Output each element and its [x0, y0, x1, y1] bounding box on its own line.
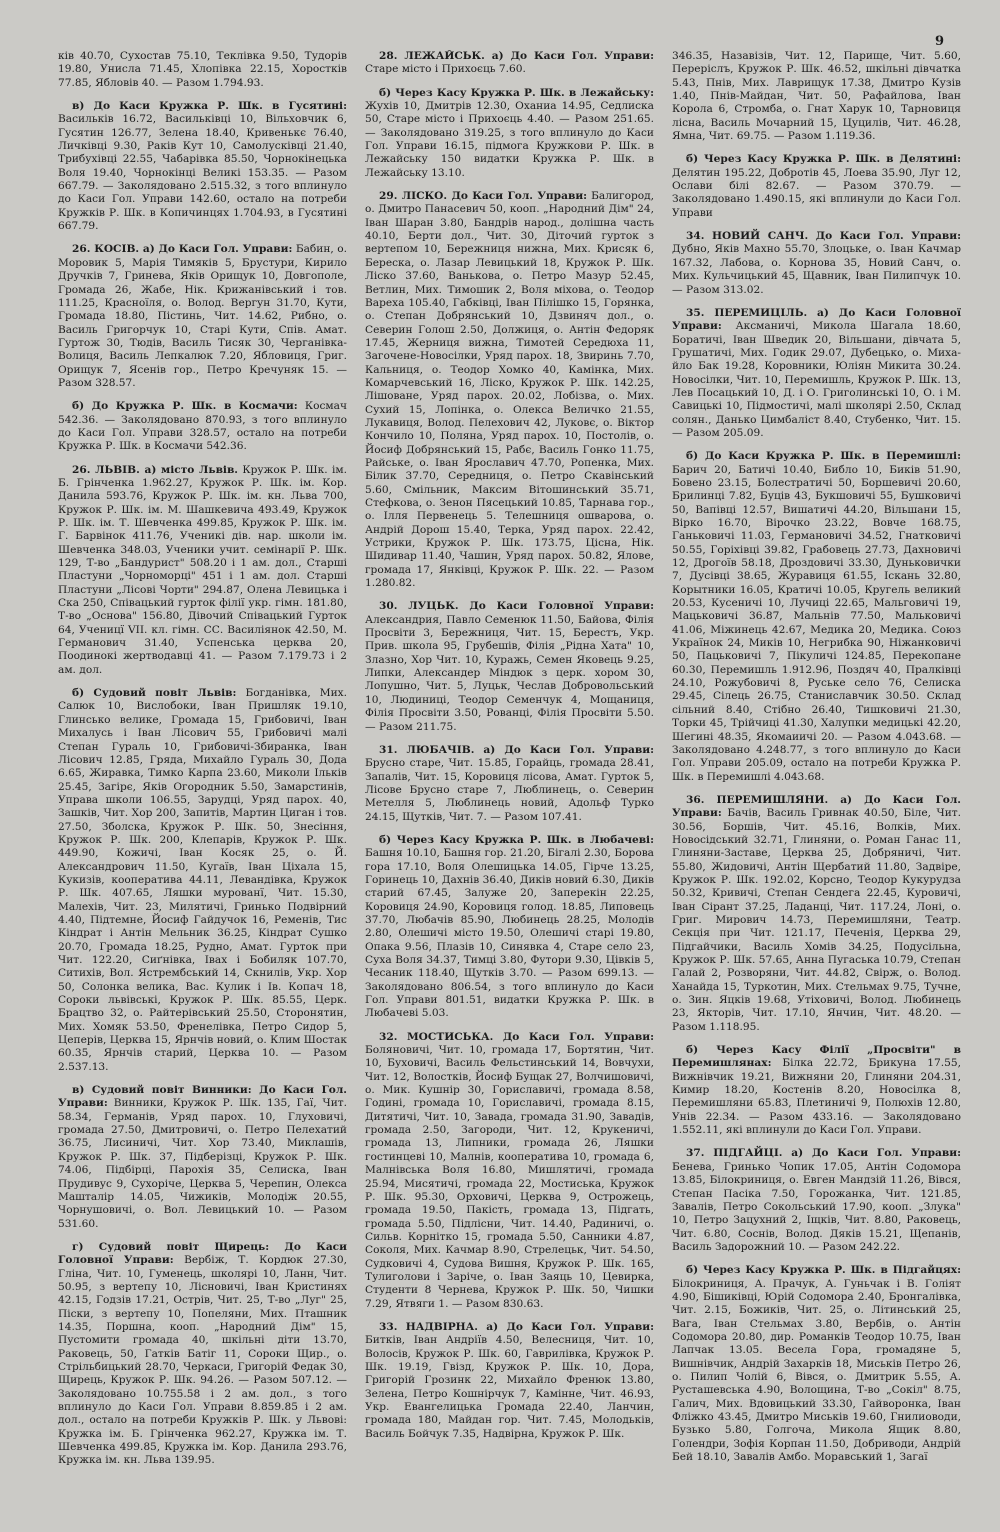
- paragraph-heading: 28. ЛЕЖАЙСЬК. а) До Каси Гол. Управи:: [379, 50, 654, 62]
- paragraph-text: Космач 542.36. — Заколядовано 870.93, з того вплинуло до Каси Гол. Управи 328.57, остало на потреби Кружка Р. Шк. в Космачи 542.36.: [58, 400, 347, 453]
- paragraph: [672, 794, 961, 1034]
- paragraph-heading: б) Через Касу Кружка Р. Шк. в Лежайську:: [379, 86, 654, 99]
- paragraph-heading: б) Через Касу Філії „Просвіти" в Перемишлянах:: [672, 1044, 961, 1070]
- paragraph: [365, 1321, 654, 1441]
- paragraph-heading: б) До Каси Кружка Р. Шк. в Перемишлі:: [686, 450, 961, 463]
- paragraph-heading: б) Судовий повіт Львів:: [72, 687, 237, 700]
- column-3: [672, 50, 961, 1518]
- paragraph: [365, 744, 654, 824]
- paragraph-text: Винники, Кружок Р. Шк. 135, Гаї, Чит. 58.34, Германів, Уряд парох. 10, Глуховичі, громада 27.50, Дмитровичі, о. Петро Пелехатий 36.75, Лисиничі, Чит. Хор 73.40, Миклашів, Кружок Р. Шк. 37, Підберізці, Кружок Р. Шк. 74.06, Підбірці, Парохія 35, Селиска, Іван Прудивус 9, Сухоріче, Церква 5, Черепин, Олекса Машталір 14.05, Чижиків, Молодіж 20.55, Чорнушовичі, о. Вол. Левицький 10. — Разом 531.60.: [58, 1097, 347, 1230]
- paragraph-heading: 35. ПЕРЕМИЦІЛЬ. а) До Каси Головної Управи:: [672, 306, 961, 333]
- column-2: [365, 50, 654, 1518]
- paragraph: [365, 87, 654, 180]
- paragraph: [672, 1147, 961, 1254]
- paragraph-text: Богданівка, Мих. Салюк 10, Вислобоки, Іван Пришляк 19.10, Глинсько велике, Громада 15, Грибовичі, Іван Михалусь і Іван Лісович 55, Грибовичі малі Степан Гураль 10, Грибовичі-Збиранка, Іван Лісович 12.85, Гряда, Михайло Гураль 30, Дода 6.65, Жиравка, Тимко Карпа 23.60, Миколи Ільків 25.45, Загірє, Яків Огородник 5.50, Замарстинів, Управа школи 106.55, Зарудці, Уряд парох. 40, Зашків, Чит. Хор 200, Запитів, Мартин Циган і тов. 27.50, Зболска, Кружок Р. Шк. 50, Знесіння, Кружок Р. Шк. 200, Клепарів, Кружок Р. Шк. 449.90, Кожичі, Іван Косяк 25, о. Й. Александрович 11.50, Кугаїв, Іван Ціхала 15, Кукизів, кооператива 44.11, Левандівка, Кружок Р. Шк. 407.65, Ляшки мурованї, Чит. 15.30, Малехів, Чит. 23, Милятичі, Гринько Подвірний 4.40, Підтемне, Йосиф Гайдучок 16, Ременів, Тис Кіндрат і Антін Мельник 36.25, Кіндрат Сушко 20.70, Громада 18.25, Рудно, Амат. Гурток при Чит. 122.20, Сиґнівка, Івах і Бобиляк 107.70, Ситихів, Вол. Ястрембський 14, Скнилів, Укр. Хор 50, Солонка велика, Вас. Кулик і Ів. Копач 18, Сороки львівські, Кружок Р. Шк. 85.55, Церк. Брацтво 32, о. Райтерівський 25.50, Сторонятин, Мих. Хомяк 53.50, Френелівка, Петро Сидор 5, Цеперів, Церква 15, Ярнчів новий, о. Клим Шостак 60.35, Ярнчів старий, Церква 10. — Разом 2.537.13.: [58, 687, 347, 1073]
- paragraph-text: Дубно, Яків Махно 55.70, Злоцьке, о. Іван Качмар 167.32, Лабова, о. Корнова 35, Новий Санч, о. Мих. Кульчицький 45, Щавник, Іван Пилипчук 10. — Разом 313.02.: [672, 243, 961, 296]
- paragraph-text: 346.35, Назавізів, Чит. 12, Парище, Чит. 5.60, Переріслъ, Кружок Р. Шк. 46.52, шкільні дівчатка 5.43, Пнів, Мих. Лаврищук 17.38, Дмитро Кузів 1.40, Пнів-Майдан, Чит. 50, Рафайлова, Іван Корола 6, Стромба, о. Гнат Харук 10, Тарновиця лісна, Василь Мочарний 15, Цуцилів, Чит. 46.28, Ямна, Чит. 69.75. — Разом 1.119.36.: [672, 50, 961, 143]
- paragraph-text: Балигород, о. Дмитро Панасевич 50, кооп. „Народний Дім" 24, Іван Шаран 3.80, Бандрів народ., долішна часть 40.10, Берти дол., Чит. 30, Діточий гурток з вертепом 10, Бережниця нижна, Мих. Крисяк 6, Береска, о. Лазар Левицький 18, Кружок Р. Шк. Ліско 37.60, Ванькова, о. Петро Мазур 52.45, Ветлин, Мих. Тимошик 2, Воля міхова, о. Теодор Вареха 105.40, Габківці, Іван Пілішко 15, Горянка, о. Степан Добрянський 10, Дзвиняч дол., о. Северин Голош 2.50, Должиця, о. Антін Федоряк 17.45, Жерниця вижна, Тимотей Середюха 11, Загочене-Новосілки, Уряд парох. 18, Звиринь 7.70, Кальниця, о. Теодор Хомко 40, Камінка, Мих. Комарчевський 16, Ліско, Кружок Р. Шк. 142.25, Лішоване, Уряд парох. 20.02, Лобізва, о. Мих. Сухий 15, Лопінка, о. Олекса Величко 21.55, Лукавиця, Волод. Пелехович 42, Луковє, о. Віктор Кончило 10, Поляна, Уряд парох. 10, Постолів, о. Йосиф Добрянський 15, Рабє, Василь Гонко 11.75, Райське, о. Іван Ярославич 47.70, Ропенка, Мих. Білик 37.70, Середниця, о. Петро Скавінський 5.60, Смільник, Максим Вітошинський 35.71, Стефкова, о. Зенон Пясецький 10.85, Тарнава гор., о. Ілля Первенець 5. Телешниця ошварова, о. Андрій Дорош 15.40, Терка, Уряд парох. 22.42, Устрики, Кружок Р. Шк. 173.75, Цісна, Нік. Шидивар 11.40, Чашин, Уряд парох. 50.82, Ялове, громада 17, Янківці, Кружок Р. Шк. 22. — Разом 1.280.82.: [365, 190, 654, 590]
- paragraph: [365, 834, 654, 1021]
- paragraph-text: Александрия, Павло Семенюк 11.50, Байова, Філія Просвіти 3, Бережниця, Чит. 15, Берестъ, Укр. Прив. школа 95, Грубешів, Філія „Рідна Хата" 10, Злазно, Хор Чит. 10, Куражь, Семен Яковець 9.25, Липки, Александер Міндюк з церк. хором 30, Лопушно, Чит. 5, Луцьк, Чеслав Добровольський 10, Людиниці, Теодор Семенчук 4, Мощаниця, Філія Просвіти 3.50, Рованці, Філія Просвіти 5.50. — Разом 211.75.: [365, 613, 654, 733]
- paragraph: [672, 307, 961, 440]
- paragraph-text: Вербіж, Т. Кордюк 27.30, Гліна, Чит. 10, Гуменець, школярі 10, Ланн, Чит. 50.95, з вертепу 10, Лісновичі, Іван Кристинях 42.15, Годзів 17.21, Острів, Чит. 25, Т-во „Луг" 25, Піски, з вертепу 10, Попеляни, Мих. Пташник 14.35, Поршна, кооп. „Народний Дім" 15, Пустомити громада 40, шкільні діти 13.70, Раковець, 50, Гатків Батіг 11, Сороки Щир., о. Стрільбицький 28.70, Черкаси, Григорій Федак 30, Щирець, Кружок Р. Шк. 94.26. — Разом 507.12. — Заколядовано 10.755.58 і 2 ам. дол., з того вплинуло до Каси Гол. Управи 8.859.85 і 2 ам. дол., остало на потреби Кружків Р. Шк. у Львові: Кружка ім. Б. Грінченка 962.27, Кружка ім. Т. Шевченка 499.85, Кружка ім. Кор. Данила 293.76, Кружка ім. кн. Льва 139.95.: [58, 1254, 347, 1467]
- paragraph-text: Білка 22.72, Брикуна 17.55, Вижнівчик 19.21, Вижняни 20, Глиняни 204.31, Кимир 18.20, Костенів 8.20, Новосілка 8, Перемишляни 65.83, Плетиничі 9, Полюхів 12.80, Унів 22.34. — Разом 433.16. — Заколядовано 1.552.11, які вплинули до Каси Гол. Управи.: [672, 1057, 961, 1137]
- paragraph-heading: в) Судовий повіт Винники: До Каси Гол. Управи:: [58, 1084, 347, 1110]
- paragraph-text: Боляновичі, Чит. 10, громада 17, Бортятин, Чит. 10, Буховичі, Василь Фельстинський 14, Вовчухи, Чит. 12, Волостків, Йосиф Бущак 27, Волчишовичі, о. Мик. Кушнір 30, Гориславичі, громада 8.58, Годині, громада 10, Гориславичі, громада 8.15, Дитятичі, Чит. 10, Завада, громада 31.90, Завадів, громада 2.50, Загороди, Чит. 12, Крукеничі, громада 13, Липники, громада 26, Ляшки гостинцеві 10, Малнів, кооператива 10, громада 6, Малнівська Воля 16.80, Мишлятичі, громада 25.94, Мисятичі, громада 22, Мостиська, Кружок Р. Шк. 95.30, Орховичі, Церква 9, Острожець, громада 19.50, Пакість, громада 13, Підгать, громада 5.50, Підлісни, Чит. 14.40, Радиничі, о. Сильв. Корнітко 15, громада 5.50, Санники 4.87, Соколя, Мих. Качмар 8.90, Стрелецьк, Чит. 54.50, Судковичі 4, Судова Вишня, Кружок Р. Шк. 165, Тулиголови і Заріче, о. Іван Заяць 10, Цевирка, Студенти 8 Чернева, Кружок Р. Шк. 50, Чишки 7.29, Ятвяги 1. — Разом 830.63.: [365, 1044, 654, 1310]
- paragraph-heading: 30. ЛУЦЬК. До Каси Головної Управи:: [379, 600, 654, 613]
- paragraph-heading: 37. ПІДГАЙЦІ. а) До Каси Гол. Управи:: [686, 1147, 961, 1160]
- paragraph: [672, 230, 961, 297]
- paragraph-text: Бачів, Василь Гривнак 40.50, Біле, Чит. 30.56, Боршів, Чит. 45.16, Волків, Мих. Новосідський 32.71, Глиняни, о. Роман Ганас 11, Глиняни-Заставе, Церква 25, Добряничі, Чит. 55.80, Жидовичі, Антін Щербатий 11.80, Задвіре, Кружок Р. Шк. 192.02, Корсно, Теодор Кукурудза 50.32, Кривичі, Степан Сендега 22.45, Куровичі, Іван Сірант 37.25, Ладанці, Чит. 117.24, Лоні, о. Григ. Мирович 14.73, Перемишляни, Театр. Секція при Чит. 121.17, Печенія, Церква 29, Підгайчики, Василь Хомів 34.25, Подусільна, Кружок Р. Шк. 57.65, Анна Пугаська 10.79, Степан Галай 2, Розворяни, Чит. 44.82, Свірж, о. Волод. Ханайда 15, Туркотин, Мих. Стельмах 9.75, Тучне, о. Зин. Яцків 19.68, Утіховичі, Волод. Любинець 23, Якторів, Чит. 17.10, Янчин, Чит. 48.20. — Разом 1.118.95.: [672, 807, 961, 1033]
- paragraph: [58, 687, 347, 1074]
- paragraph-heading: б) Через Касу Кружка Р. Шк. в Любачеві:: [379, 833, 654, 846]
- paragraph-heading: 32. МОСТИСЬКА. До Каси Гол. Управи:: [379, 1030, 654, 1043]
- paragraph: [672, 50, 961, 143]
- paragraph-text: Бабин, о. Моровик 5, Марія Тимяків 5, Брустури, Кирило Дручків 7, Гринева, Яків Орищук 10, Довгополе, Громада 26, Жабе, Нік. Крижанівський і тов. 111.25, Красноїля, о. Волод. Вергун 31.70, Кути, Громада 18.80, Пістинь, Чит. 14.62, Рибно, о. Василь Григорчук 10, Старі Кути, Спів. Амат. Гуртож 30, Тюдів, Василь Тисяк 30, Черганівка-Волиця, Василь Лепкалюк 7.20, Ябловиця, Григ. Орищук 7, Ясенів гор., Петро Кречуняк 15. — Разом 328.57.: [58, 243, 347, 389]
- paragraph-text: ків 40.70, Сухостав 75.10, Теклівка 9.50, Тудорів 19.80, Унисла 71.45, Хлопівка 22.15, Хоростків 77.85, Ябловів 40. — Разом 1.794.93.: [58, 50, 347, 89]
- paragraph-heading: 36. ПЕРЕМИШЛЯНИ. а) До Каси Гол. Управи:: [672, 793, 961, 820]
- paragraph: [365, 190, 654, 590]
- paragraph-heading: б) Через Касу Кружка Р. Шк. в Делятині:: [686, 153, 961, 166]
- paragraph-heading: 34. НОВИЙ САНЧ. До Каси Гол. Управи:: [686, 230, 961, 243]
- paragraph: [58, 400, 347, 453]
- paragraph-heading: г) Судовий повіт Щирець: До Каси Головної Управи:: [58, 1240, 347, 1267]
- paragraph-heading: 33. НАДВІРНА. а) До Каси Гол. Управи:: [379, 1320, 654, 1333]
- column-1: [58, 50, 347, 1518]
- paragraph: [365, 1031, 654, 1311]
- paragraph-heading: 29. ЛІСКО. До Каси Гол. Управи:: [379, 190, 588, 203]
- paragraph-text: Брусно старе, Чит. 15.85, Горайць, громада 28.41, Запалів, Чит. 15, Коровиця лісова, Амат. Гурток 5, Лісове Брусно старе 7, Люблинець, о. Северин Метелля 5, Люблинець новий, Адольф Турко 24.15, Щутків, Чит. 7. — Разом 107.41.: [365, 757, 654, 823]
- paragraph-heading: 31. ЛЮБАЧІВ. а) До Каси Гол. Управи:: [379, 743, 654, 756]
- paragraph: [58, 50, 347, 90]
- paragraph: [58, 1241, 347, 1468]
- paragraph-text: Старе місто і Прихоєць 7.60.: [365, 63, 526, 76]
- paragraph-text: Кружок Р. Шк. ім. Б. Грінченка 1.962.27, Кружок Р. Шк. ім. Кор. Данила 593.76, Кружок Р. Шк. ім. кн. Льва 700, Кружок Р. Шк. ім. М. Шашкевича 493.49, Кружок Р. Шк. ім. Т. Шевченка 499.85, Кружок Р. Шк. ім. Г. Барвінок 411.76, Ученикі дів. нар. школи ім. Шевченка 348.03, Ученики учит. семінарії Р. Шк. 129, Т-во „Бандурист" 508.20 і 1 ам. дол., Старші Пластуни „Чорноморці" 451 і 1 ам. дол. Старші Пластуни „Лісові Чорти" 294.87, Олена Левицька і Ска 250, Співацький гурток філії укр. гімн. 181.80, Т-во „Основа" 156.80, Дівочий Співацький Гурток 64, Ученицї VII. кл. гімн. СС. Василіянок 42.50, М. Германович 31.40, Успенська церква 20, Поодинокі жертводавці 41. — Разом 7.179.73 і 2 ам. дол.: [58, 463, 347, 676]
- paragraph: [58, 243, 347, 390]
- paragraph-text: Делятин 195.22, Добротів 45, Лоева 35.90, Луг 12, Ослави білі 82.67. — Разом 370.79. — Заколядовано 1.490.15, які вплинули до Каси Гол. Управи: [672, 166, 961, 219]
- paragraph-text: Білокриниця, А. Прачук, А. Гуньчак і В. Голіят 4.90, Бішиківці, Юрій Содомора 2.40, Бронгалівка, Чит. 2.15, Божиків, Чит. 25, о. Літинський 25, Вага, Іван Стельмах 3.80, Вербів, о. Антін Содомора 20.80, дир. Романків Теодор 10.75, Іван Лапчак 13.05. Весела Гора, громадяне 5, Вишнівчик, Андрій Захарків 18, Миськів Петро 26, о. Пилип Чолій 6, Вівся, о. Дмитрик 5.55, А. Русташевська 4.90, Волощина, Т-во „Сокіл" 8.75, Галич, Мих. Вдовицький 33.30, Гайворонка, Іван Фліжко 43.45, Дмитро Миськів 19.60, Гнилиоводи, Бузько 5.80, Голгоча, Микола Ящик 8.80, Голендри, Зофія Корпан 11.50, Добриводи, Андрій Бей 18.10, Завалів Амбо. Моравський 1, Загаї: [672, 1277, 961, 1464]
- paragraph-heading: б) Через Касу Кружка Р. Шк. в Підгайцях:: [686, 1264, 961, 1277]
- paragraph-text: Жухів 10, Дмитрів 12.30, Оханиа 14.95, Седлиска 50, Старе місто і Прихоєць 4.40. — Разом 251.65. — Заколядовано 319.25, з того вплинуло до Каси Гол. Управи 16.15, підмога Кружкови Р. Шк. в Лежайську 150 видатки Кружка Р. Шк. в Лежайську 13.10.: [365, 100, 654, 179]
- paragraph-heading: в) До Каси Кружка Р. Шк. в Гусятині:: [72, 100, 347, 113]
- paragraph-text: Аксманичі, Микола Шагала 18.60, Боратичі, Іван Шведик 20, Вільшани, дівчата 5, Грушатичі, Мих. Годик 29.07, Дубецько, о. Михайло Бак 19.28, Коровники, Юліян Микита 30.24. Новосілки, Чит. 10, Перемишль, Кружок Р. Шк. 13, Лев Посацький 10, Д. і О. Григолинські 10, О. і М. Савицькі 10, Підмостичі, малі школярі 2.50, Склад солян., Данько Цимбаліст 8.40, Стубенко, Чит. 15. — Разом 205.09.: [672, 320, 961, 439]
- paragraph-text: Барич 20, Батичі 10.40, Библо 10, Биків 51.90, Бовено 23.15, Болестратичі 50, Боршевичі 20.60, Брилинці 7.82, Буців 43, Букшовичі 55, Бушковичі 50, Вапівці 12.57, Вишатичі 44.20, Вільшани 15, Вірко 16.70, Вірочко 23.22, Вовче 168.75, Ганьковичі 11.03, Германовичі 34.52, Гнатковичі 50.55, Горіхівці 39.82, Грабовець 27.73, Дахновичі 12, Дрогоїв 58.18, Дроздовичі 33.30, Дуньковички 7, Дусівці 38.65, Журавиця 61.55, Іскань 32.80, Корытники 16.05, Кратичі 10.05, Кругель великий 20.53, Кусеничі 10, Лучиці 22.65, Мальговичі 19, Мацьковичі 36.87, Мальнів 77.50, Мальковичі 41.06, Міжинець 42.67, Медика 20, Медика. Союз Українок 24, Миків 10, Негрибка 90, Ніжанковичі 50, Пацьковичі 7, Пікуличі 124.85, Перекопане 60.30, Перемишль 1.912.96, Поздяч 40, Пралківці 24.10, Рожубовичі 8, Руське село 76, Селиска 29.45, Сілець 26.75, Станиславчик 30.50. Склад сільний 8.40, Стібно 26.40, Тишковичі 21.30, Торки 45, Трійчиці 41.30, Халупки медицькі 42.20, Шегині 48.35, Якомаиичі 20. — Разом 4.043.68. — Заколядовано 4.248.77, з того вплинуло до Каси Гол. Управи 205.09, остало на потреби Кружка Р. Шк. в Перемишлі 4.043.68.: [672, 463, 961, 783]
- paragraph: [365, 50, 654, 77]
- paragraph-heading: 26. ЛЬВІВ. а) місто Львів.: [72, 463, 238, 476]
- paragraph: [672, 450, 961, 784]
- paragraph-heading: 26. КОСІВ. а) До Каси Гол. Управи:: [72, 243, 293, 256]
- paragraph: [58, 1084, 347, 1231]
- paragraph: [365, 600, 654, 733]
- paragraph: [58, 100, 347, 233]
- paragraph-heading: б) До Кружка Р. Шк. в Космачи:: [72, 400, 298, 413]
- paragraph-text: Битків, Іван Андріїв 4.50, Велесниця, Чит. 10, Волосів, Кружок Р. Шк. 60, Гаврилівка, Кружок Р. Шк. 19.19, Гвізд, Кружок Р. Шк. 10, Дора, Григорій Грозинк 22, Михайло Френюк 13.80, Зелена, Петро Кошнірчук 7, Камінне, Чит. 46.93, Укр. Евангелицька Громада 22.40, Ланчин, громада 180, Майдан гор. Чит. 7.45, Молодьків, Василь Бойчук 7.35, Надвірна, Кружок Р. Шк.: [365, 1334, 654, 1440]
- paragraph-text: Башня 10.10, Башня гор. 21.20, Бігалі 2.30, Борова гора 17.10, Воля Олешицька 14.05, Гірче 13.25, Горинець 10, Дахнів 36.40, Диків новий 6.30, Диків старий 67.45, Залуже 20, Заперекін 22.25, Коровиця 24.90, Коровиця голод. 18.85, Липовець 37.70, Любачів 85.90, Любинець 28.25, Молодів 2.80, Олешичі місто 19.50, Олешичі старі 19.80, Опака 9.56, Плазів 10, Синявка 4, Старе село 23, Суха Воля 34.37, Тимці 3.80, Футори 9.30, Цівків 5, Чесаник 118.40, Щутків 3.70. — Разом 699.13. — Заколядовано 806.54, з того вплинуло до Каси Гол. Управи 801.51, видатки Кружка Р. Шк. в Любачеві 5.03.: [365, 847, 654, 1020]
- paragraph: [672, 153, 961, 220]
- paragraph: [672, 1264, 961, 1464]
- paragraph: [58, 464, 347, 678]
- paragraph-text: Васильків 16.72, Васильківці 10, Вільховчик 6, Гусятин 126.77, Зелена 18.40, Кривенькє 76.40, Личківці 9.30, Раків Кут 10, Самолусківці 21.40, Трибухівці 22.55, Чабарівка 85.50, Чорнокінецька Воля 19.40, Чорнокінці Великі 153.35. — Разом 667.79. — Заколядовано 2.515.32, з того вплинуло до Каси Гол. Управи 142.60, остало на потреби Кружків Р. Шк. в Копичинцях 1.704.93, в Гусятині 667.79.: [58, 113, 347, 233]
- page-number: 9: [934, 34, 944, 49]
- text-columns: [58, 50, 980, 1518]
- paragraph: [672, 1044, 961, 1137]
- paragraph-text: Бенева, Гринько Чопик 17.05, Антін Содомора 13.85, Білокриниця, о. Евген Мандзій 11.26, Вівся, Степан Пасіка 7.50, Горожанка, Чит. 121.85, Завалів, Петро Сокольський 17.90, кооп. „Злука" 10, Петро Зацухний 2, Іщків, Чит. 8.80, Раковець, Чит. 6.80, Соснів, Волод. Дяків 15.21, Щепанів, Василь Задорожний 10. — Разом 242.22.: [672, 1160, 961, 1253]
